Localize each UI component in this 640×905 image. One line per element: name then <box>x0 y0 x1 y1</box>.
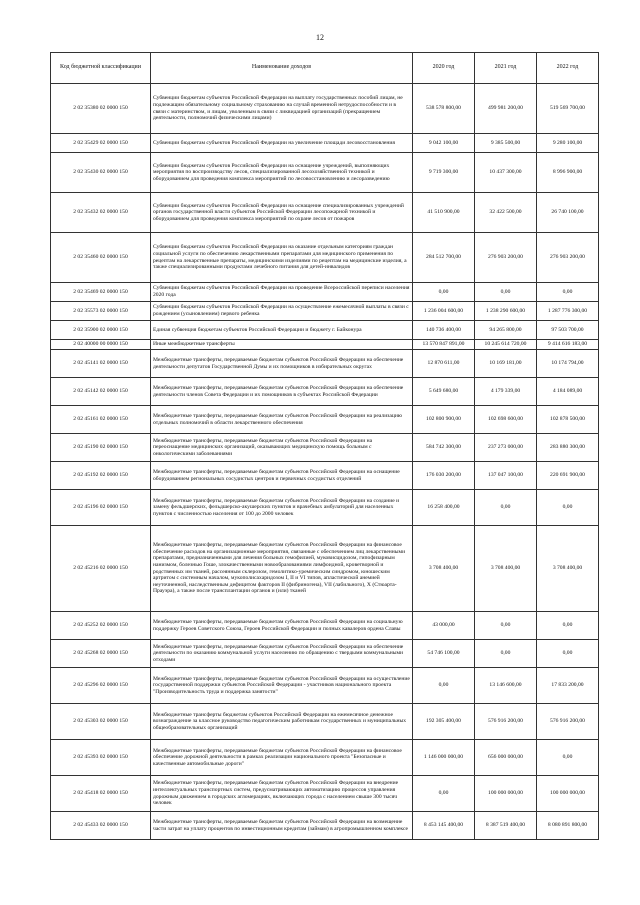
row-code: 2 02 45296 02 0000 150 <box>51 668 151 704</box>
table-row <box>51 668 599 704</box>
row-2022: 576 916 200,00 <box>537 704 599 740</box>
row-2022: 283 880 300,00 <box>537 434 599 462</box>
revenue-table <box>50 52 599 840</box>
row-2021: 0,00 <box>475 640 537 668</box>
row-2022: 0,00 <box>537 740 599 776</box>
row-2020: 13 570 847 891,00 <box>413 340 475 350</box>
table-row <box>51 193 599 233</box>
row-name: Межбюджетные трансферты, передаваемые бюджетам субъектов Российской Федерации на переоснащение медицинских организаций, оказывающих медицинскую помощь больным с онкологическими заболеваниями <box>151 434 413 462</box>
row-code: 2 02 45393 02 0000 150 <box>51 740 151 776</box>
row-code: 2 02 45141 02 0000 150 <box>51 350 151 378</box>
row-name: Межбюджетные трансферты, передаваемые бюджетам субъектов Российской Федерации на финансовое обеспечение дорожной деятельности в рамках реализации национального проекта "Безопасные и качественные автомобильные дороги" <box>151 740 413 776</box>
table-row <box>51 153 599 193</box>
table-row <box>51 526 599 612</box>
table-row <box>51 283 599 302</box>
row-2020: 538 578 800,00 <box>413 84 475 134</box>
row-name: Субвенции бюджетам субъектов Российской Федерации на оснащение специализированных учреждений органов государственной власти субъектов Российской Федерации лесопожарной техникой и оборудованием для проведения комплекса мероприятий по охране лесов от пожаров <box>151 193 413 233</box>
row-2020: 3 708 400,00 <box>413 526 475 612</box>
row-2021: 656 000 000,00 <box>475 740 537 776</box>
table-row <box>51 490 599 526</box>
row-name: Межбюджетные трансферты, передаваемые бюджетам субъектов Российской Федерации на внедрение интеллектуальных транспортных систем, предусматривающих автоматизацию процессов управления дорожным движением в городских агломерациях, включающих города с населением свыше 300 тысяч человек <box>151 776 413 812</box>
table-row <box>51 350 599 378</box>
row-2022: 9 280 100,00 <box>537 134 599 153</box>
row-2020: 0,00 <box>413 283 475 302</box>
row-2021: 0,00 <box>475 490 537 526</box>
row-2020: 176 030 200,00 <box>413 462 475 490</box>
row-2022: 0,00 <box>537 490 599 526</box>
row-code: 2 02 35900 02 0000 150 <box>51 321 151 340</box>
row-2021: 100 000 000,00 <box>475 776 537 812</box>
row-2022: 0,00 <box>537 612 599 640</box>
table-row <box>51 406 599 434</box>
row-2022: 220 691 900,00 <box>537 462 599 490</box>
row-2022: 1 287 776 300,00 <box>537 302 599 321</box>
row-name: Межбюджетные трансферты, передаваемые бюджетам субъектов Российской Федерации на обеспечение деятельности членов Совета Федерации и их помощников в субъектах Российской Федерации <box>151 378 413 406</box>
row-2022: 102 878 500,00 <box>537 406 599 434</box>
row-name: Субвенции бюджетам субъектов Российской Федерации на осуществление ежемесячной выплаты в связи с рождением (усыновлением) первого ребенка <box>151 302 413 321</box>
row-name: Единая субвенция бюджетам субъектов Российской Федерации и бюджету г. Байконура <box>151 321 413 340</box>
row-2020: 0,00 <box>413 776 475 812</box>
row-name: Межбюджетные трансферты, передаваемые бюджетам субъектов Российской Федерации на возмещение части затрат на уплату процентов по инвестиционным кредитам (займам) в агропромышленном комплексе <box>151 812 413 840</box>
row-name: Межбюджетные трансферты, передаваемые бюджетам субъектов Российской Федерации на обеспечение деятельности по оказанию коммунальной услуги населению по обращению с твердыми коммунальными отходами <box>151 640 413 668</box>
row-2021: 10 437 300,00 <box>475 153 537 193</box>
table-row <box>51 233 599 283</box>
row-2022: 26 740 100,00 <box>537 193 599 233</box>
table-row <box>51 340 599 350</box>
row-2021: 94 265 800,00 <box>475 321 537 340</box>
row-name: Субвенции бюджетам субъектов Российской Федерации на проведение Всероссийской переписи населения 2020 года <box>151 283 413 302</box>
row-2020: 1 236 004 600,00 <box>413 302 475 321</box>
row-code: 2 02 45161 02 0000 150 <box>51 406 151 434</box>
row-code: 2 02 45433 02 0000 150 <box>51 812 151 840</box>
row-code: 2 02 45303 02 0000 150 <box>51 704 151 740</box>
table-row <box>51 704 599 740</box>
table-row <box>51 462 599 490</box>
row-2021: 8 387 519 400,00 <box>475 812 537 840</box>
table-row <box>51 612 599 640</box>
row-2021: 10 169 181,00 <box>475 350 537 378</box>
row-2020: 12 870 611,00 <box>413 350 475 378</box>
row-2022: 4 184 089,00 <box>537 378 599 406</box>
table-row <box>51 434 599 462</box>
row-name: Межбюджетные трансферты, передаваемые бюджетам субъектов Российской Федерации на создание и замену фельдшерских, фельдшерско-акушерских пунктов и врачебных амбулаторий для населенных пунктов с численностью населения от 100 до 2000 человек <box>151 490 413 526</box>
header-2021: 2021 год <box>475 53 537 84</box>
row-code: 2 02 35432 02 0000 150 <box>51 193 151 233</box>
row-code: 2 02 35430 02 0000 150 <box>51 153 151 193</box>
table-row <box>51 740 599 776</box>
row-2020: 16 258 400,00 <box>413 490 475 526</box>
row-2021: 0,00 <box>475 283 537 302</box>
row-code: 2 02 35573 02 0000 150 <box>51 302 151 321</box>
row-2021: 3 708 400,00 <box>475 526 537 612</box>
row-code: 2 02 35469 02 0000 150 <box>51 283 151 302</box>
row-2020: 8 453 145 400,00 <box>413 812 475 840</box>
row-name: Межбюджетные трансферты, передаваемые бюджетам субъектов Российской Федерации на обеспечение деятельности депутатов Государственной Думы и их помощников в избирательных округах <box>151 350 413 378</box>
row-code: 2 02 45418 02 0000 150 <box>51 776 151 812</box>
row-2022: 10 174 794,00 <box>537 350 599 378</box>
row-2020: 0,00 <box>413 668 475 704</box>
row-2021: 576 916 200,00 <box>475 704 537 740</box>
row-2022: 519 569 700,00 <box>537 84 599 134</box>
row-code: 2 02 45216 02 0000 150 <box>51 526 151 612</box>
row-code: 2 02 35460 02 0000 150 <box>51 233 151 283</box>
row-2021: 4 179 339,00 <box>475 378 537 406</box>
row-2021: 32 422 500,00 <box>475 193 537 233</box>
row-2021: 10 245 614 720,00 <box>475 340 537 350</box>
table-row <box>51 640 599 668</box>
row-2020: 5 649 680,00 <box>413 378 475 406</box>
row-code: 2 02 45196 02 0000 150 <box>51 490 151 526</box>
table-row <box>51 321 599 340</box>
table-row <box>51 812 599 840</box>
row-name: Межбюджетные трансферты, передаваемые бюджетам субъектов Российской Федерации на реализацию отдельных полномочий в области лекарственного обеспечения <box>151 406 413 434</box>
table-row <box>51 378 599 406</box>
row-name: Субвенции бюджетам субъектов Российской Федерации на увеличение площади лесовосстановления <box>151 134 413 153</box>
row-2021: 1 238 290 600,00 <box>475 302 537 321</box>
table-row <box>51 776 599 812</box>
row-2022: 3 708 400,00 <box>537 526 599 612</box>
row-code: 2 02 45192 02 0000 150 <box>51 462 151 490</box>
row-code: 2 02 45142 02 0000 150 <box>51 378 151 406</box>
row-2021: 276 903 200,00 <box>475 233 537 283</box>
row-name: Межбюджетные трансферты, передаваемые бюджетам субъектов Российской Федерации на осуществление государственной поддержки субъектов Российской Федерации - участников национального проекта "Производительность труда и поддержка занятости" <box>151 668 413 704</box>
row-2021: 9 385 500,00 <box>475 134 537 153</box>
row-2020: 192 305 400,00 <box>413 704 475 740</box>
row-2022: 17 833 200,00 <box>537 668 599 704</box>
row-code: 2 02 35429 02 0000 150 <box>51 134 151 153</box>
row-2022: 8 996 900,00 <box>537 153 599 193</box>
row-2021: 137 047 100,00 <box>475 462 537 490</box>
table-row <box>51 302 599 321</box>
row-2020: 9 719 300,00 <box>413 153 475 193</box>
row-2021: 0,00 <box>475 612 537 640</box>
row-2022: 100 000 000,00 <box>537 776 599 812</box>
row-2022: 8 080 891 800,00 <box>537 812 599 840</box>
row-name: Иные межбюджетные трансферты <box>151 340 413 350</box>
row-2020: 1 146 000 000,00 <box>413 740 475 776</box>
row-code: 2 02 45252 02 0000 150 <box>51 612 151 640</box>
row-code: 2 02 45268 02 0000 150 <box>51 640 151 668</box>
row-2020: 54 746 100,00 <box>413 640 475 668</box>
row-2021: 237 273 000,00 <box>475 434 537 462</box>
row-name: Межбюджетные трансферты, передаваемые бюджетам субъектов Российской Федерации на социальную поддержку Героев Советского Союза, Героев Российской Федерации и полных кавалеров ордена Славы <box>151 612 413 640</box>
row-name: Субвенции бюджетам субъектов Российской Федерации на оказание отдельным категориям граждан социальной услуги по обеспечению лекарственными препаратами для медицинского применения по рецептам на лекарственные препараты, медицинскими изделиями по рецептам на медицинские изделия, а также специализированными продуктами лечебного питания для детей-инвалидов <box>151 233 413 283</box>
header-code: Код бюджетной классификации <box>51 53 151 84</box>
row-name: Субвенции бюджетам субъектов Российской Федерации на выплату государственных пособий лицам, не подлежащим обязательному социальному страхованию на случай временной нетрудоспособности и в связи с материнством, и лицам, уволенным в связи с ликвидацией организаций (прекращением деятельности, полномочий физическими лицами) <box>151 84 413 134</box>
row-2022: 9 414 616 183,00 <box>537 340 599 350</box>
row-2021: 13 146 600,00 <box>475 668 537 704</box>
row-2022: 97 503 700,00 <box>537 321 599 340</box>
header-2022: 2022 год <box>537 53 599 84</box>
header-2020: 2020 год <box>413 53 475 84</box>
row-2020: 43 000,00 <box>413 612 475 640</box>
table-row <box>51 134 599 153</box>
row-code: 2 02 35380 02 0000 150 <box>51 84 151 134</box>
row-name: Субвенции бюджетам субъектов Российской Федерации на оснащение учреждений, выполняющих мероприятия по воспроизводству лесов, специализированной лесохозяйственной техникой и оборудованием для проведения комплекса мероприятий по лесовосстановлению и лесоразведению <box>151 153 413 193</box>
row-2022: 0,00 <box>537 640 599 668</box>
row-name: Межбюджетные трансферты, передаваемые бюджетам субъектов Российской Федерации на финансовое обеспечение расходов на организационные мероприятия, связанные с обеспечением лиц лекарственными препаратами, предназначенными для лечения больных гемофилией, муковисцидозом, гипофизарным нанизмом, болезнью Гоше, злокачественными новообразованиями лимфоидной, кроветворной и родственных им тканей, рассеянным склерозом, гемолитико-уремическим синдромом, юношеским артритом с системным началом, мукополисахаридозом I, II и VI типов, апластической анемией неуточненной, наследственным дефицитом факторов II (фибриногена), VII (лабильного), X (Стюарта-Прауэра), а также после трансплантации органов и (или) тканей <box>151 526 413 612</box>
header-name: Наименование доходов <box>151 53 413 84</box>
row-2020: 140 736 400,00 <box>413 321 475 340</box>
row-name: Межбюджетные трансферты бюджетам субъектов Российской Федерации на ежемесячное денежное вознаграждение за классное руководство педагогическим работникам государственных и муниципальных общеобразовательных организаций <box>151 704 413 740</box>
table-row <box>51 84 599 134</box>
row-2021: 499 981 200,00 <box>475 84 537 134</box>
table-header-row <box>51 53 599 84</box>
row-2020: 41 510 900,00 <box>413 193 475 233</box>
row-code: 2 02 45190 02 0000 150 <box>51 434 151 462</box>
row-name: Межбюджетные трансферты, передаваемые бюджетам субъектов Российской Федерации на оснащение оборудованием региональных сосудистых центров и первичных сосудистых отделений <box>151 462 413 490</box>
row-2020: 584 742 300,00 <box>413 434 475 462</box>
row-code: 2 02 40000 00 0000 150 <box>51 340 151 350</box>
row-2020: 9 042 100,00 <box>413 134 475 153</box>
row-2020: 284 512 700,00 <box>413 233 475 283</box>
row-2020: 102 800 900,00 <box>413 406 475 434</box>
row-2022: 0,00 <box>537 283 599 302</box>
row-2021: 102 698 600,00 <box>475 406 537 434</box>
page-number: 12 <box>316 33 324 42</box>
row-2022: 276 903 200,00 <box>537 233 599 283</box>
